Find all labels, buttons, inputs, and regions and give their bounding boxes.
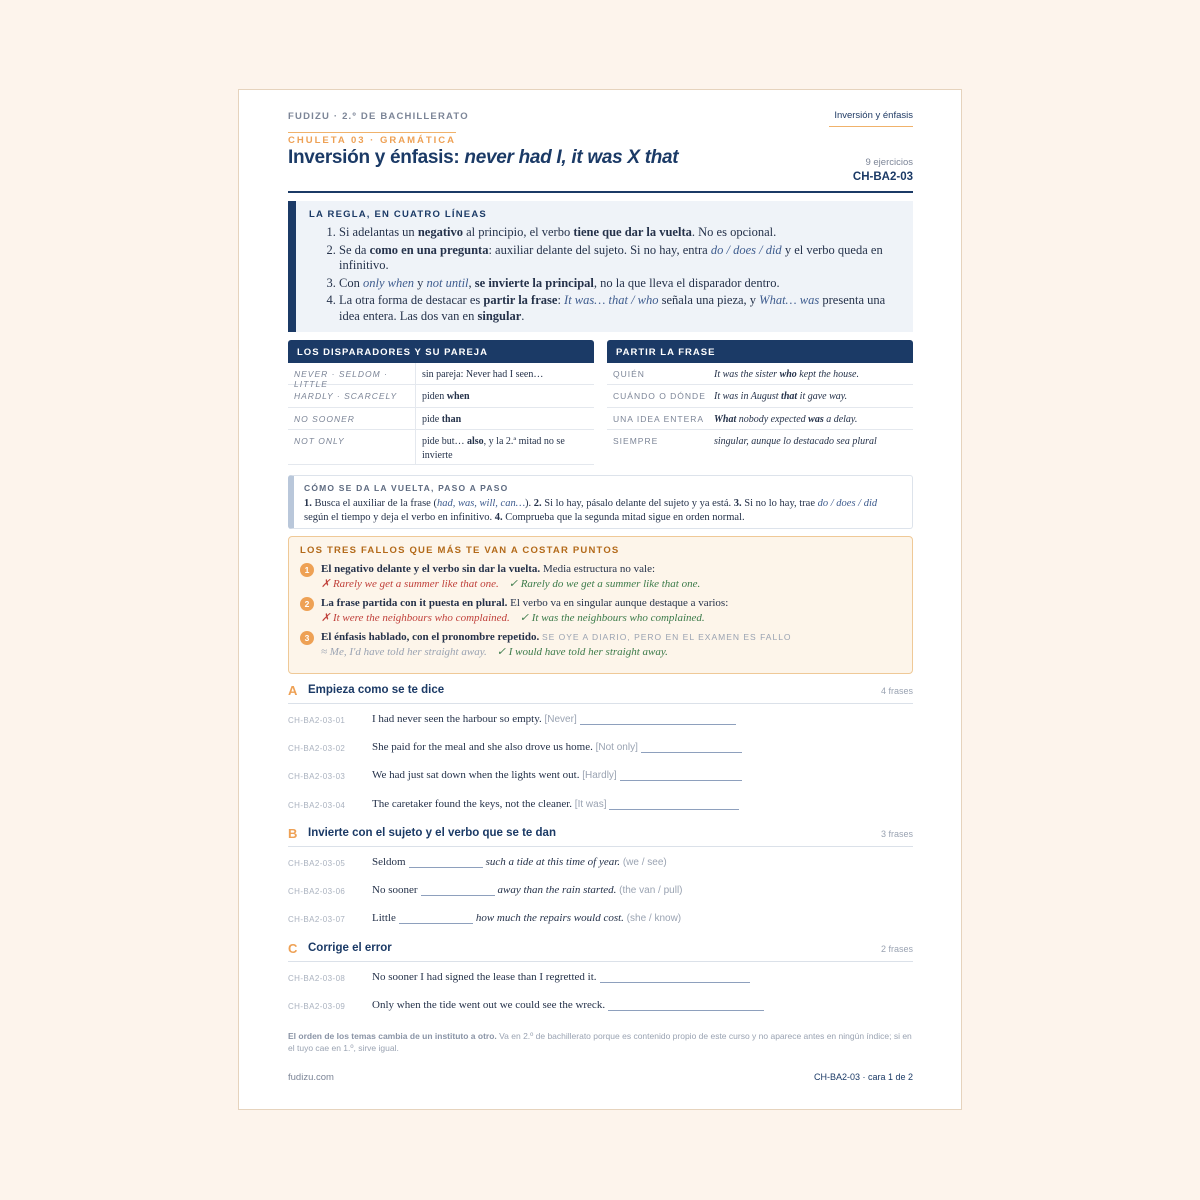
section-title: Empieza como se te dice <box>308 684 445 696</box>
section-letter: B <box>288 826 298 841</box>
section-count: 2 frases <box>880 944 913 954</box>
steps-box <box>288 475 913 529</box>
right-example: ✓ It was the neighbours who complained. <box>519 612 705 624</box>
answer-blank[interactable] <box>620 768 742 781</box>
error-number-badge: 1 <box>300 563 314 577</box>
row-key: SIEMPRE <box>613 436 659 446</box>
section-title: Corrige el error <box>308 942 392 954</box>
row-value: pide but… also, y la 2.ª mitad no se invierte <box>422 436 565 461</box>
row-key: CUÁNDO O DÓNDE <box>613 391 706 401</box>
brand-line: FUDIZU · 2.º DE BACHILLERATO <box>288 111 469 122</box>
exercise-row: CH-BA2-03-07 Little how much the repairs would cost. (she / know) <box>288 912 682 924</box>
errors-heading: LOS TRES FALLOS QUE MÁS TE VAN A COSTAR PUNTOS <box>300 545 620 556</box>
exercise-row: CH-BA2-03-09 Only when the tide went out we could see the wreck. <box>288 997 913 1015</box>
rule-list <box>309 225 900 324</box>
exercise-row: CH-BA2-03-05 Seldom such a tide at this time of year. (we / see) <box>288 856 667 868</box>
exercise-row: CH-BA2-03-06 No sooner away than the rain started. (the van / pull) <box>288 884 683 896</box>
cleft-table <box>607 340 913 452</box>
answer-blank[interactable] <box>421 883 495 896</box>
table-row <box>607 363 913 385</box>
table-row <box>607 385 913 408</box>
steps-heading: CÓMO SE DA LA VUELTA, PASO A PASO <box>304 483 509 493</box>
answer-blank[interactable] <box>399 911 473 924</box>
site-link[interactable]: fudizu.com <box>288 1072 334 1083</box>
sheet-code: CH-BA2-03 <box>852 171 913 183</box>
errors-box <box>288 536 913 674</box>
section-a-header <box>288 683 913 704</box>
right-example: ✓ Rarely do we get a summer like that one. <box>508 578 701 590</box>
sheet-kicker: CHULETA 03 · GRAMÁTICA <box>288 132 456 146</box>
table-row <box>288 363 594 389</box>
rule-item: 1. Si adelantas un negativo al principio, el verbo tiene que dar la vuelta. No es opcional. <box>339 225 900 241</box>
table-row <box>607 430 913 452</box>
table-row <box>288 408 594 430</box>
error-item: 1 El negativo delante y el verbo sin dar la vuelta. Media estructura no vale: ✗ Rarely we get a summer like that one. ✓ Rarely do we get a summer like that one. <box>300 563 901 590</box>
section-count: 4 frases <box>880 686 913 696</box>
footnote: El orden de los temas cambia de un instituto a otro. Va en 2.º de bachillerato porque es contenido propio de este curso y no aparece antes en ningún índice; si en el tuyo cae en 1.º, sirve igual. <box>288 1031 912 1053</box>
row-value: singular, aunque lo destacado sea plural <box>714 436 877 447</box>
steps-text: 1. Busca el auxiliar de la frase (had, was, will, can…). 2. Si lo hay, pásalo delante del sujeto y ya está. 3. Si no lo hay, trae do / does / did según el tiempo y deja el verbo en infinitivo. 4. Comprueba que la segunda mitad sigue en orden normal. <box>304 498 878 523</box>
exercise-row: CH-BA2-03-02 She paid for the meal and she also drove us home. [Not only] <box>288 739 913 757</box>
section-letter: A <box>288 683 298 698</box>
table-row <box>607 408 913 430</box>
section-letter: C <box>288 941 298 956</box>
section-b-header <box>288 826 913 847</box>
title-divider <box>288 191 913 193</box>
worksheet-page <box>238 89 962 1110</box>
row-value: It was the sister who kept the house. <box>714 369 859 380</box>
exercise-row: CH-BA2-03-04 The caretaker found the keys, not the cleaner. [It was] <box>288 796 913 814</box>
row-value: It was in August that it gave way. <box>714 391 848 402</box>
row-key: UNA IDEA ENTERA <box>613 414 705 424</box>
error-number-badge: 3 <box>300 631 314 645</box>
triggers-table <box>288 340 594 465</box>
exercise-row: CH-BA2-03-03 We had just sat down when the lights went out. [Hardly] <box>288 767 913 785</box>
answer-blank[interactable] <box>609 797 739 810</box>
wrong-example: ✗ Rarely we get a summer like that one. <box>321 578 499 590</box>
table-row <box>288 430 594 465</box>
row-key: QUIÉN <box>613 369 645 379</box>
topic-tag: Inversión y énfasis <box>829 110 913 127</box>
rule-item: 4. La otra forma de destacar es partir la frase: It was… that / who señala una pieza, y What… was presenta una idea entera. Las dos van en singular. <box>339 293 900 324</box>
exercise-row: CH-BA2-03-08 No sooner I had signed the lease than I regretted it. <box>288 969 913 987</box>
spoken-example: ≈ Me, I'd have told her straight away. <box>321 646 487 658</box>
section-count: 3 frases <box>880 829 913 839</box>
page-title <box>288 147 678 169</box>
row-value: pide than <box>422 414 462 425</box>
rule-item: 2. Se da como en una pregunta: auxiliar delante del sujeto. Si no hay, entra do / does / did y el verbo queda en infinitivo. <box>339 243 900 274</box>
row-key: NOT ONLY <box>288 430 416 464</box>
page-info: CH-BA2-03 · cara 1 de 2 <box>813 1072 913 1082</box>
answer-blank[interactable] <box>409 855 483 868</box>
error-item: 3 El énfasis hablado, con el pronombre repetido. SE OYE A DIARIO, PERO EN EL EXAMEN ES FALLO ≈ Me, I'd have told her straight away. ✓ I would have told her straight away. <box>300 631 901 658</box>
title-italic: never had I, it was X that <box>464 147 679 168</box>
rule-item: 3. Con only when y not until, se invierte la principal, no la que lleva el disparador dentro. <box>339 276 900 292</box>
row-value: piden when <box>422 391 470 402</box>
triggers-heading: LOS DISPARADORES Y SU PAREJA <box>288 340 594 363</box>
table-row <box>288 385 594 408</box>
row-key: NEVER · SELDOM · LITTLE <box>288 363 416 384</box>
wrong-example: ✗ It were the neighbours who complained. <box>321 612 510 624</box>
answer-blank[interactable] <box>608 998 764 1011</box>
error-number-badge: 2 <box>300 597 314 611</box>
title-plain: Inversión y énfasis: <box>288 147 465 168</box>
rule-box <box>288 201 913 332</box>
error-item: 2 La frase partida con it puesta en plural. El verbo va en singular aunque destaque a varios: ✗ It were the neighbours who complained. ✓ It was the neighbours who complained. <box>300 597 901 624</box>
exercise-count: 9 ejercicios <box>865 157 913 168</box>
row-value: What nobody expected was a delay. <box>714 414 858 425</box>
row-key: NO SOONER <box>288 408 416 429</box>
exercise-row: CH-BA2-03-01 I had never seen the harbour so empty. [Never] <box>288 711 913 729</box>
answer-blank[interactable] <box>641 740 742 753</box>
section-title: Invierte con el sujeto y el verbo que se te dan <box>308 827 556 839</box>
rule-heading: LA REGLA, EN CUATRO LÍNEAS <box>309 209 487 220</box>
section-c-header <box>288 941 913 962</box>
row-key: HARDLY · SCARCELY <box>288 385 416 407</box>
cleft-heading: PARTIR LA FRASE <box>607 340 913 363</box>
row-value: sin pareja: Never had I seen… <box>422 369 544 380</box>
answer-blank[interactable] <box>580 712 736 725</box>
answer-blank[interactable] <box>600 970 750 983</box>
right-example: ✓ I would have told her straight away. <box>496 646 668 658</box>
